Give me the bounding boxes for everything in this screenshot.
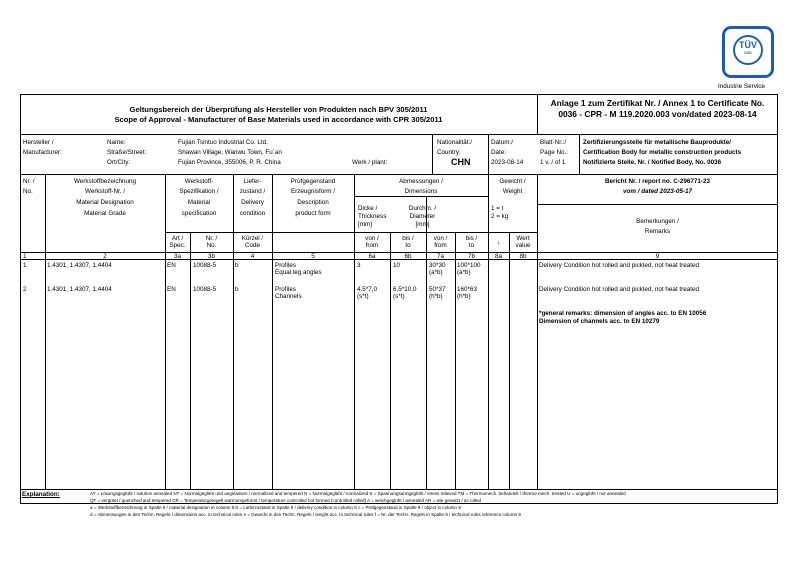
- divider: [579, 134, 580, 174]
- row2-d-to: 160*63: [457, 286, 477, 293]
- city-label: Ort/City:: [107, 159, 131, 166]
- divider: [488, 134, 489, 174]
- col7a-head: Durchm. /: [408, 205, 437, 212]
- header-title-en: Scope of Approval - Manufacturer of Base Materials used in accordance with CPR 305/2011: [114, 115, 443, 124]
- manufacturer-label-en: Manufacturer:: [23, 149, 62, 156]
- header-title-de: Geltungsbereich der Überprüfung als Hersteller von Produkten nach BPV 305/2011: [129, 105, 428, 114]
- col3-head: Material: [187, 199, 211, 206]
- row1-d-to: (a*b): [457, 269, 471, 276]
- row2-spec-no: 10088-5: [193, 286, 217, 293]
- country-value: CHN: [451, 157, 471, 167]
- row1-grade: 1.4301, 1.4307, 1.4404: [47, 262, 112, 269]
- manufacturer-city: Fujian Province, 355006, P. R. China: [178, 159, 281, 166]
- col3-head: specification: [181, 210, 217, 217]
- row2-remark: Delivery Condition hot rolled and pickled, not heat treated: [539, 286, 699, 293]
- col8b-head: Wert: [516, 235, 530, 242]
- col8-head: Weight: [502, 188, 523, 195]
- col5-head: Description: [297, 199, 329, 206]
- col5-head: Erzeugnisform /: [290, 188, 336, 195]
- col7a-from: von /: [433, 235, 448, 242]
- row2-t-from: 4.5*7,0: [357, 286, 377, 293]
- explanation-line: a = Werkstoffbezeichnung in Spalte 9 / material designation in column 9 b = Lieferzustand in Spalte 9 / delivery condition in column 9 c = Prüfgegenstand in Spalte 9 / object in column 9: [90, 505, 461, 510]
- row2-d-to: (h*b): [457, 293, 471, 300]
- col3a-head: Art /: [171, 235, 184, 242]
- cert-body-line3: Notifizierte Stelle, Nr. / Notified Body, No. 0036: [583, 159, 722, 166]
- divider: [488, 174, 489, 489]
- row1-spec-no: 10088-5: [193, 262, 217, 269]
- col4-head: zustand /: [239, 188, 266, 195]
- divider: [272, 174, 273, 489]
- row1-d-from: 30*30: [429, 262, 446, 269]
- col-number: 8a: [494, 253, 502, 260]
- tuv-logo-mark: TÜV: [739, 40, 757, 50]
- date-label-de: Datum:/: [491, 139, 514, 146]
- col1-head: Nr. /: [23, 178, 35, 185]
- plant-label: Werk / plant:: [352, 159, 388, 166]
- col-number: 3a: [173, 253, 181, 260]
- col6b-to: bis /: [402, 235, 414, 242]
- row1-remark: Delivery Condition hot rolled and pickled, not heat treated: [539, 262, 699, 269]
- divider: [165, 174, 166, 489]
- general-remark: *general remarks: dimension of angles acc. to EN 10056: [539, 310, 707, 317]
- street-label: Straße/Street:: [107, 149, 147, 156]
- col-number: 2: [103, 253, 107, 260]
- divider: [455, 232, 456, 489]
- row2-product: Profiles: [275, 286, 296, 293]
- col1-head: No.: [23, 188, 33, 195]
- date-value: 2023-08-14: [491, 159, 524, 166]
- col-number: 7a: [436, 253, 444, 260]
- row2-grade: 1.4301, 1.4307, 1.4404: [47, 286, 112, 293]
- sheet-label-de: Blatt-Nr.:/: [540, 139, 567, 146]
- col-number: 7b: [467, 253, 475, 260]
- report-number: Bericht Nr. / report no. C-296771-23: [605, 178, 710, 185]
- explanation-line: d = Abmessungen in den Techn. Regeln / dimensions acc. to technical rules e = Gewicht in den Techn. Regeln / weight acc. to technical rules f = Nr. der Techn. Regeln in Spalte 9 / technical rules reference column 9: [90, 512, 521, 517]
- col-number: 5: [311, 253, 315, 260]
- col4-head: condition: [239, 210, 266, 217]
- col2-head: Material Designation: [76, 199, 134, 206]
- explanation-line: AT = Lösungsgeglüht / solution annealed NT = Normalgeglüht und angelassen / normalized and tempered N = Normalgeglüht / normalized S = Spannungsarmgeglüht / stress relieved TM = Thermomech. behandelt / thermo-mech. treated U = ungeglüht / not annealed: [90, 491, 626, 496]
- col6a-head: [mm]: [358, 221, 372, 228]
- col3-head: Werkstoff-: [184, 178, 214, 185]
- row1-no: 1: [23, 262, 27, 269]
- col3a-head: Spec.: [169, 242, 186, 249]
- col-number: 9: [655, 253, 660, 260]
- col7b-to: to: [468, 242, 475, 249]
- col6a-from: from: [365, 242, 379, 249]
- col2-head: Material Grade: [84, 210, 126, 217]
- row1-spec: EN: [167, 262, 176, 269]
- col7a-head: Diameter: [409, 213, 436, 220]
- col8a-head: ↓: [496, 239, 501, 246]
- col-number: 6b: [404, 253, 412, 260]
- col5-head: product form: [295, 210, 331, 217]
- divider: [20, 174, 778, 175]
- manufacturer-street: Shawan Village, Wanwu Town, Fu´an: [178, 149, 282, 156]
- nationality-label: Nationalität:/: [437, 139, 473, 146]
- row2-t-from: (s*t): [357, 293, 369, 300]
- col-number: 1: [23, 253, 27, 260]
- divider: [390, 232, 391, 489]
- col2-head: Werkstoff-Nr. /: [84, 188, 125, 195]
- sheet-label-en: Page No.:: [540, 149, 569, 156]
- general-remark: Dimension of channels acc. to EN 10279: [539, 318, 660, 325]
- col5-head: Prüfgegenstand: [290, 178, 336, 185]
- col-number: 3b: [207, 253, 215, 260]
- col8-head: Gewicht /: [499, 178, 526, 185]
- report-date: vom / dated 2023-05-17: [623, 188, 692, 195]
- col8b-head: value: [515, 242, 531, 249]
- explanation-label: Explanation:: [22, 491, 60, 498]
- row1-d-to: 100*100: [457, 262, 481, 269]
- row2-d-from: (h*b): [429, 293, 443, 300]
- row2-code: b: [235, 286, 239, 293]
- tuv-logo-sub: SÜD: [744, 51, 752, 55]
- col2-head: Werkstoffbezeichnung: [73, 178, 137, 185]
- divider: [354, 196, 488, 197]
- divider: [537, 204, 778, 205]
- col-number: 6a: [368, 253, 376, 260]
- certificate-number: 0036 - CPR - M 119.2020.003 von/dated 2023-08-14: [558, 109, 757, 119]
- col3b-head: No.: [206, 242, 217, 249]
- col7a-head: [mm]: [415, 221, 430, 228]
- row1-code: b: [235, 262, 239, 269]
- divider: [509, 232, 510, 489]
- manufacturer-name: Fujian Tsintuo Industrial Co. Ltd.: [178, 139, 268, 146]
- col6a-head: Dicke /: [358, 205, 378, 212]
- divider: [190, 232, 191, 489]
- col6a-from: von /: [365, 235, 379, 242]
- row2-t-to: (s*t): [393, 293, 405, 300]
- cert-body-line2: Certification Body for metallic construction products: [583, 149, 742, 156]
- sheet-value: 1 v. / of 1: [540, 159, 566, 166]
- row1-d-from: (a*b): [429, 269, 443, 276]
- explanation-line: QT = vergütet / quenched and tempered CR = Temperaturgeregelt warmumgeformt / temperature controlled hot formed (controlled rolled) A = weichgeglüht / annealed AR = wie gewalzt / as rolled: [90, 498, 482, 503]
- col-number: 4: [250, 253, 255, 260]
- col4-head: Liefer-: [243, 178, 262, 185]
- divider: [432, 134, 433, 174]
- row1-product: Profiles: [275, 262, 296, 269]
- row1-t-from: 3: [357, 262, 361, 269]
- country-label: Country:: [437, 149, 461, 156]
- divider: [233, 174, 234, 489]
- divider: [20, 489, 778, 490]
- col-number: 8b: [519, 253, 527, 260]
- name-label: Name:: [107, 139, 126, 146]
- divider: [165, 232, 537, 233]
- col4-sub-head: Code: [244, 242, 261, 249]
- row2-d-from: 50*37: [429, 286, 446, 293]
- row2-spec: EN: [167, 286, 176, 293]
- col4-head: Delivery: [241, 199, 264, 206]
- remarks-head: Bemerkungen /: [636, 218, 679, 225]
- col6a-head: Thickness: [358, 213, 387, 220]
- col7b-to: bis /: [465, 235, 478, 242]
- divider: [20, 134, 778, 135]
- col3-head: Spezifikation /: [179, 188, 219, 195]
- row2-product: Channels: [275, 293, 302, 300]
- remarks-head: Remarks: [644, 228, 671, 235]
- divider: [354, 174, 355, 489]
- col8-unit: 1 = t: [491, 205, 504, 212]
- row2-no: 2: [23, 286, 27, 293]
- cert-body-line1: Zertifizierungsstelle für metallische Bauprodukte/: [583, 139, 732, 146]
- col6-head: Abmessungen /: [399, 178, 443, 185]
- col6-head: Dimensions: [404, 188, 438, 195]
- col6b-to: to: [405, 242, 411, 249]
- row1-t-to: 10: [393, 262, 401, 269]
- row2-t-to: 6,5*10,0: [393, 286, 417, 293]
- col8-unit: 2 = kg: [491, 213, 509, 220]
- manufacturer-label-de: Hersteller /: [23, 139, 54, 146]
- annex-title: Anlage 1 zum Zertifikat Nr. / Annex 1 to Certificate No.: [550, 98, 765, 108]
- logo-caption: Industrie Service: [718, 83, 765, 90]
- row1-product: Equal leg angles: [275, 269, 322, 276]
- date-label-en: Date:: [491, 149, 507, 156]
- divider: [45, 174, 46, 489]
- col4-sub-head: Kürzel /: [241, 235, 264, 242]
- col3b-head: Nr. /: [205, 235, 218, 242]
- col7a-from: from: [434, 242, 447, 249]
